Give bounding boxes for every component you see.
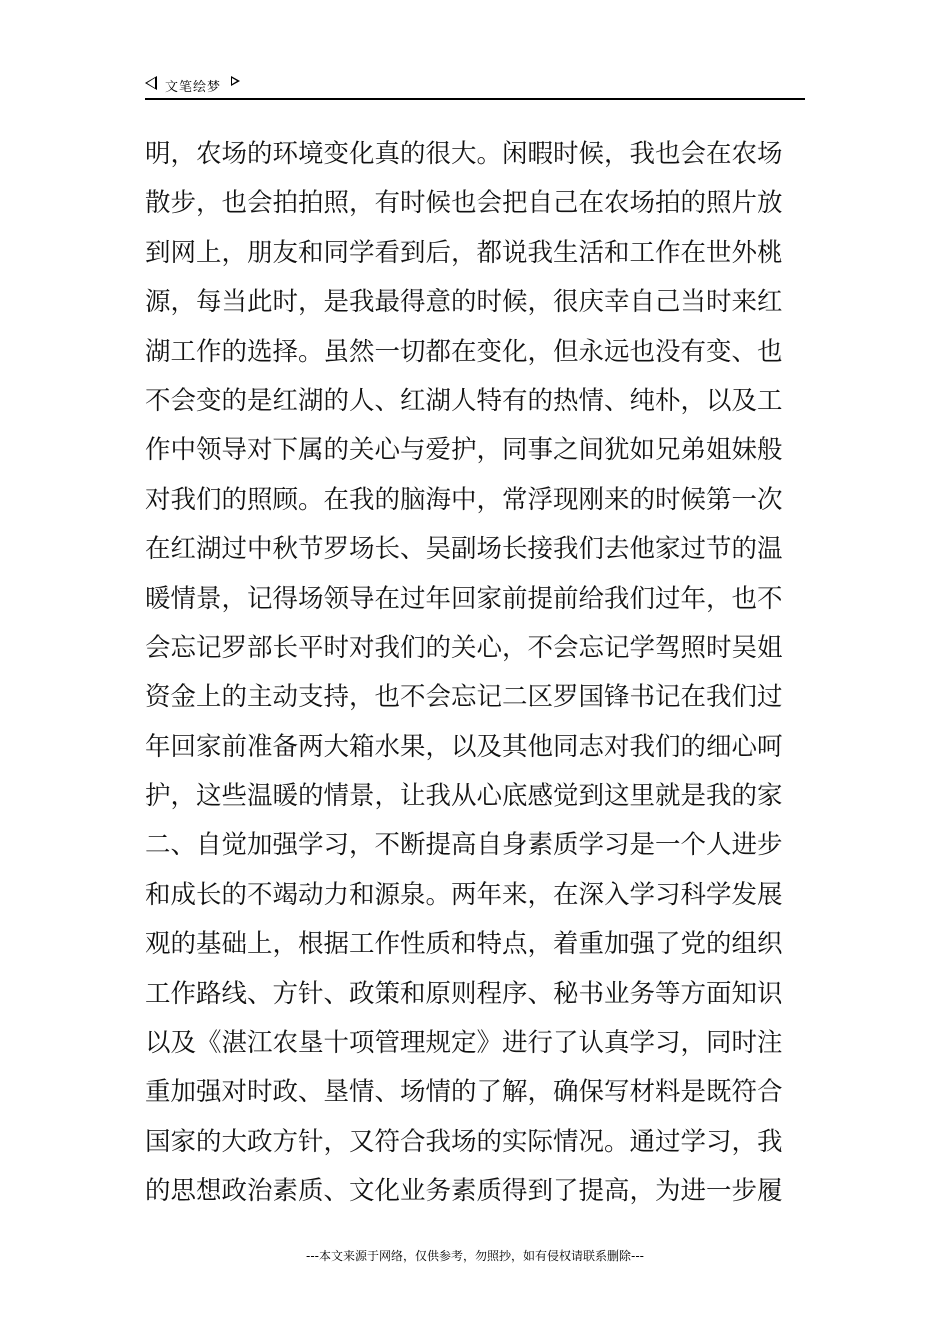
left-triangle-icon: [145, 76, 157, 90]
text-line: 源，每当此时，是我最得意的时候，很庆幸自己当时来红: [145, 287, 783, 318]
text-line: 湖工作的选择。虽然一切都在变化，但永远也没有变、也: [145, 336, 783, 367]
header-brand: 文笔绘梦: [165, 80, 222, 95]
right-triangle-icon: [231, 76, 240, 86]
text-line: 散步，也会拍拍照，有时候也会把自己在农场拍的照片放: [145, 188, 783, 219]
text-line: 以及《湛江农垦十项管理规定》进行了认真学习，同时注: [145, 1028, 783, 1059]
text-line: 工作路线、方针、政策和原则程序、秘书业务等方面知识: [145, 978, 783, 1009]
text-line: 暖情景，记得场领导在过年回家前提前给我们过年，也不: [145, 583, 783, 614]
page-header: [145, 72, 805, 100]
text-line: 资金上的主动支持，也不会忘记二区罗国锋书记在我们过: [145, 682, 783, 713]
text-line: 二、自觉加强学习，不断提高自身素质学习是一个人进步: [145, 830, 783, 861]
text-line: 观的基础上，根据工作性质和特点，着重加强了党的组织: [145, 929, 783, 960]
text-line: 在红湖过中秋节罗场长、吴副场长接我们去他家过节的温: [145, 534, 783, 565]
text-line: 到网上，朋友和同学看到后，都说我生活和工作在世外桃: [145, 237, 783, 268]
body-text: [145, 130, 815, 1217]
text-line: 作中领导对下属的关心与爱护，同事之间犹如兄弟姐妹般: [145, 435, 783, 466]
text-line: 重加强对时政、垦情、场情的了解，确保写材料是既符合: [145, 1077, 783, 1108]
text-line: 不会变的是红湖的人、红湖人特有的热情、纯朴，以及工: [145, 385, 783, 416]
text-line: 的思想政治素质、文化业务素质得到了提高，为进一步履: [145, 1176, 783, 1207]
text-line: 对我们的照顾。在我的脑海中，常浮现刚来的时候第一次: [145, 484, 783, 515]
text-line: 会忘记罗部长平时对我们的关心，不会忘记学驾照时吴姐: [145, 632, 783, 663]
text-line: 护，这些温暖的情景，让我从心底感觉到这里就是我的家: [145, 781, 783, 812]
page-footer: ---本文来源于网络，仅供参考，勿照抄，如有侵权请联系删除---: [306, 1249, 644, 1263]
text-line: 年回家前准备两大箱水果，以及其他同志对我们的细心呵: [145, 731, 783, 762]
text-line: 国家的大政方针，又符合我场的实际情况。通过学习，我: [145, 1126, 783, 1157]
text-line: 明，农场的环境变化真的很大。闲暇时候，我也会在农场: [145, 139, 783, 169]
text-line: 和成长的不竭动力和源泉。两年来，在深入学习科学发展: [145, 879, 783, 910]
